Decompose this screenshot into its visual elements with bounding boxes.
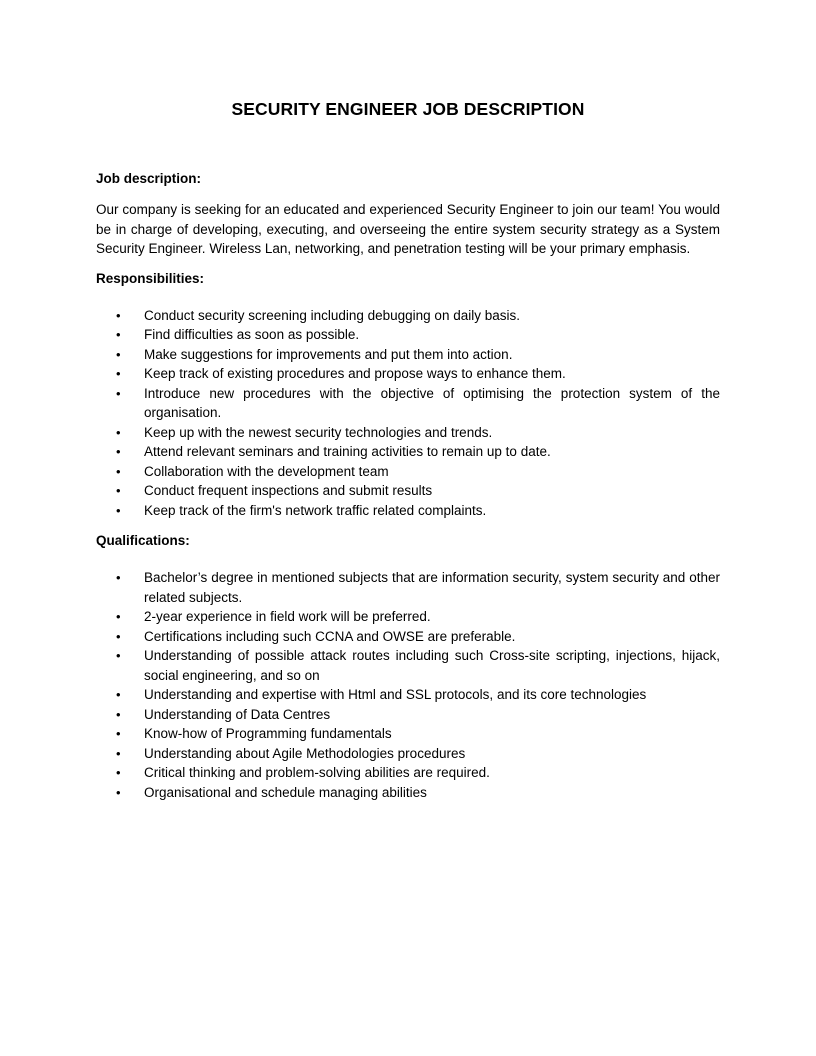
responsibility-text: Find difficulties as soon as possible. [144,327,360,343]
qualification-item [96,724,720,744]
responsibility-item [96,345,720,365]
qualification-text: Understanding of possible attack routes including such Cross-site scripting, injections, hijack, social engineering, and so on [144,648,720,683]
responsibilities-heading: Responsibilities: [96,270,205,286]
bullet-icon: • [116,366,121,382]
qualification-text: Certifications including such CCNA and OWSE are preferable. [144,628,516,644]
qualification-item [96,705,720,725]
responsibility-text: Keep track of existing procedures and propose ways to enhance them. [144,366,566,382]
responsibility-text: Make suggestions for improvements and put them into action. [144,346,513,362]
responsibility-item [96,501,720,521]
qualification-text: Understanding of Data Centres [144,706,331,722]
bullet-icon: • [116,483,121,499]
qualification-item [96,568,720,607]
responsibility-item [96,384,720,423]
responsibility-text: Introduce new procedures with the objective of optimising the protection system of the organisation. [144,385,720,421]
qualification-text: Understanding about Agile Methodologies procedures [144,745,466,761]
document-title: SECURITY ENGINEER JOB DESCRIPTION [231,99,585,119]
qualification-text: Critical thinking and problem-solving abilities are required. [144,765,490,781]
bullet-icon: • [116,687,121,703]
qualification-item [96,763,720,783]
bullet-icon: • [116,745,121,761]
responsibilities-list [96,300,720,521]
qualification-text: Understanding and expertise with Html and SSL protocols, and its core technologies [144,687,647,703]
qualification-item [96,744,720,764]
responsibility-text: Attend relevant seminars and training activities to remain up to date. [144,444,551,460]
responsibility-item [96,325,720,345]
bullet-icon: • [116,307,121,323]
job-description-paragraph: Our company is seeking for an educated and experienced Security Engineer to join our team! You would be in charge of developing, executing, and overseeing the entire system security strategy as a System Security Engineer. Wireless Lan, networking, and penetration testing will be your primary emphasis. [96,202,720,257]
responsibility-item [96,481,720,501]
responsibility-item [96,306,720,326]
qualification-text: Know-how of Programming fundamentals [144,726,392,742]
bullet-icon: • [116,765,121,781]
bullet-icon: • [116,502,121,518]
bullet-icon: • [116,463,121,479]
bullet-icon: • [116,570,121,586]
qualification-item [96,607,720,627]
bullet-icon: • [116,424,121,440]
responsibility-text: Keep track of the firm's network traffic related complaints. [144,502,487,518]
bullet-icon: • [116,628,121,644]
qualification-item [96,627,720,647]
qualification-text: Organisational and schedule managing abilities [144,784,427,800]
responsibility-item [96,442,720,462]
responsibility-text: Keep up with the newest security technologies and trends. [144,424,493,440]
bullet-icon: • [116,444,121,460]
qualification-text: 2-year experience in field work will be preferred. [144,609,431,625]
bullet-icon: • [116,648,121,664]
responsibility-item [96,462,720,482]
bullet-icon: • [116,706,121,722]
qualification-item [96,783,720,803]
qualifications-list [96,562,720,802]
responsibility-item [96,364,720,384]
qualification-item [96,685,720,705]
bullet-icon: • [116,385,121,401]
bullet-icon: • [116,784,121,800]
qualification-item [96,646,720,685]
bullet-icon: • [116,327,121,343]
bullet-icon: • [116,609,121,625]
responsibility-item [96,423,720,443]
responsibility-text: Collaboration with the development team [144,463,389,479]
bullet-icon: • [116,726,121,742]
bullet-icon: • [116,346,121,362]
qualification-text: Bachelor’s degree in mentioned subjects that are information security, system security and other related subjects. [144,570,720,605]
responsibility-text: Conduct security screening including debugging on daily basis. [144,307,520,323]
job-description-heading: Job description: [96,171,202,186]
responsibility-text: Conduct frequent inspections and submit results [144,483,433,499]
qualifications-heading: Qualifications: [96,533,190,549]
